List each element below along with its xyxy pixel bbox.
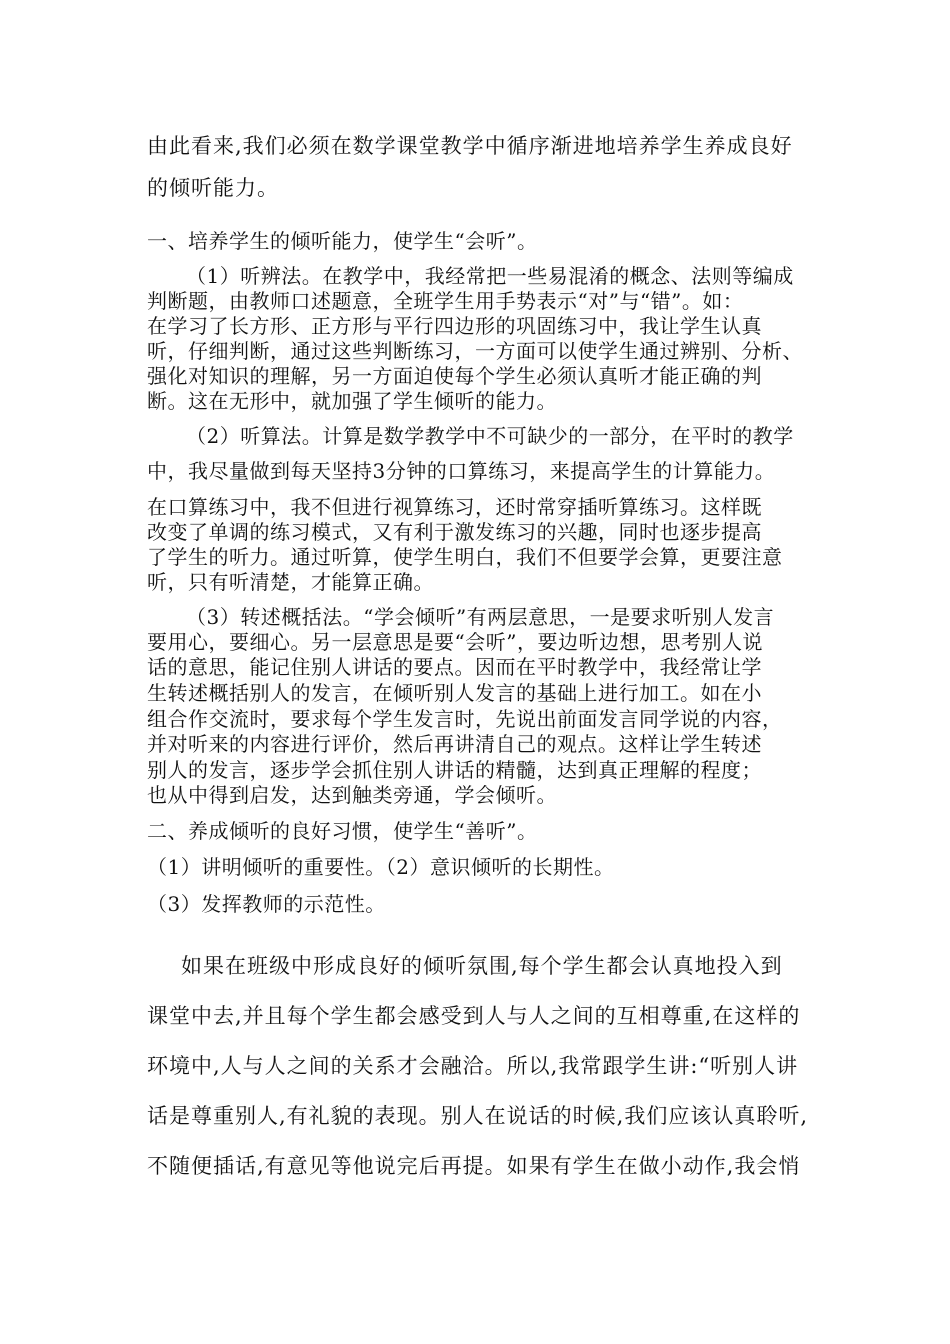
- method-1-line-3: 在学习了长方形、正方形与平行四边形的巩固练习中，我让学生认真: [147, 314, 762, 338]
- method-3-line-2: 要用心，要细心。另一层意思是要“会听”，要边听边想，思考别人说: [147, 630, 763, 654]
- section-2-items-line-1: （1）讲明倾听的重要性。（2）意识倾听的长期性。: [147, 855, 615, 879]
- method-2-line-1: （2）听算法。计算是数学教学中不可缺少的一部分，在平时的教学: [186, 424, 794, 448]
- method-2-line-4: 改变了单调的练习模式，又有利于激发练习的兴趣，同时也逐步提高: [147, 520, 762, 544]
- intro-line-2: 的倾听能力。: [147, 176, 279, 200]
- method-3-line-7: 别人的发言，逐步学会抓住别人讲话的精髓，达到真正理解的程度；: [147, 758, 762, 782]
- method-1-line-6: 断。这在无形中，就加强了学生倾听的能力。: [147, 389, 557, 413]
- method-3-line-3: 话的意思，能记住别人讲话的要点。因而在平时教学中，我经常让学: [147, 655, 762, 679]
- method-3-line-6: 并对听来的内容进行评价，然后再讲清自己的观点。这样让学生转述: [147, 732, 762, 756]
- method-1-line-5: 强化对知识的理解，另一方面迫使每个学生必须认真听才能正确的判: [147, 364, 762, 388]
- closing-line-3: 环境中,人与人之间的关系才会融洽。所以,我常跟学生讲:“听别人讲: [147, 1054, 799, 1078]
- closing-line-1: 如果在班级中形成良好的倾听氛围,每个学生都会认真地投入到: [181, 954, 783, 978]
- method-1-line-4: 听，仔细判断，通过这些判断练习，一方面可以使学生通过辨别、分析、: [147, 339, 803, 363]
- method-2-line-6: 听，只有听清楚，才能算正确。: [147, 570, 434, 594]
- method-1-line-1: （1）听辨法。在教学中，我经常把一些易混淆的概念、法则等编成: [186, 264, 794, 288]
- closing-line-4: 话是尊重别人,有礼貌的表现。别人在说话的时候,我们应该认真聆听,: [147, 1104, 809, 1128]
- method-2-line-3: 在口算练习中，我不但进行视算练习，还时常穿插听算练习。这样既: [147, 495, 762, 519]
- section-2-heading: 二、养成倾听的良好习惯，使学生“善听”。: [147, 819, 538, 843]
- method-3-line-4: 生转述概括别人的发言，在倾听别人发言的基础上进行加工。如在小: [147, 681, 762, 705]
- section-2-items-line-2: （3）发挥教师的示范性。: [147, 892, 386, 916]
- closing-line-5: 不随便插话,有意见等他说完后再提。如果有学生在做小动作,我会悄: [147, 1154, 801, 1178]
- method-2-line-2: 中，我尽量做到每天坚持3分钟的口算练习，来提高学生的计算能力。: [147, 459, 776, 483]
- method-3-line-5: 组合作交流时，要求每个学生发言时，先说出前面发言同学说的内容，: [147, 707, 783, 731]
- method-1-line-2: 判断题，由教师口述题意，全班学生用手势表示“对”与“错”。如：: [147, 289, 744, 313]
- section-1-heading: 一、培养学生的倾听能力，使学生“会听”。: [147, 229, 538, 253]
- method-3-line-1: （3）转述概括法。“学会倾听”有两层意思，一是要求听别人发言: [186, 605, 775, 629]
- closing-line-2: 课堂中去,并且每个学生都会感受到人与人之间的互相尊重,在这样的: [147, 1004, 801, 1028]
- method-2-line-5: 了学生的听力。通过听算，使学生明白，我们不但要学会算，更要注意: [147, 545, 783, 569]
- intro-line-1: 由此看来,我们必须在数学课堂教学中循序渐进地培养学生养成良好: [147, 134, 793, 158]
- method-3-line-8: 也从中得到启发，达到触类旁通，学会倾听。: [147, 783, 557, 807]
